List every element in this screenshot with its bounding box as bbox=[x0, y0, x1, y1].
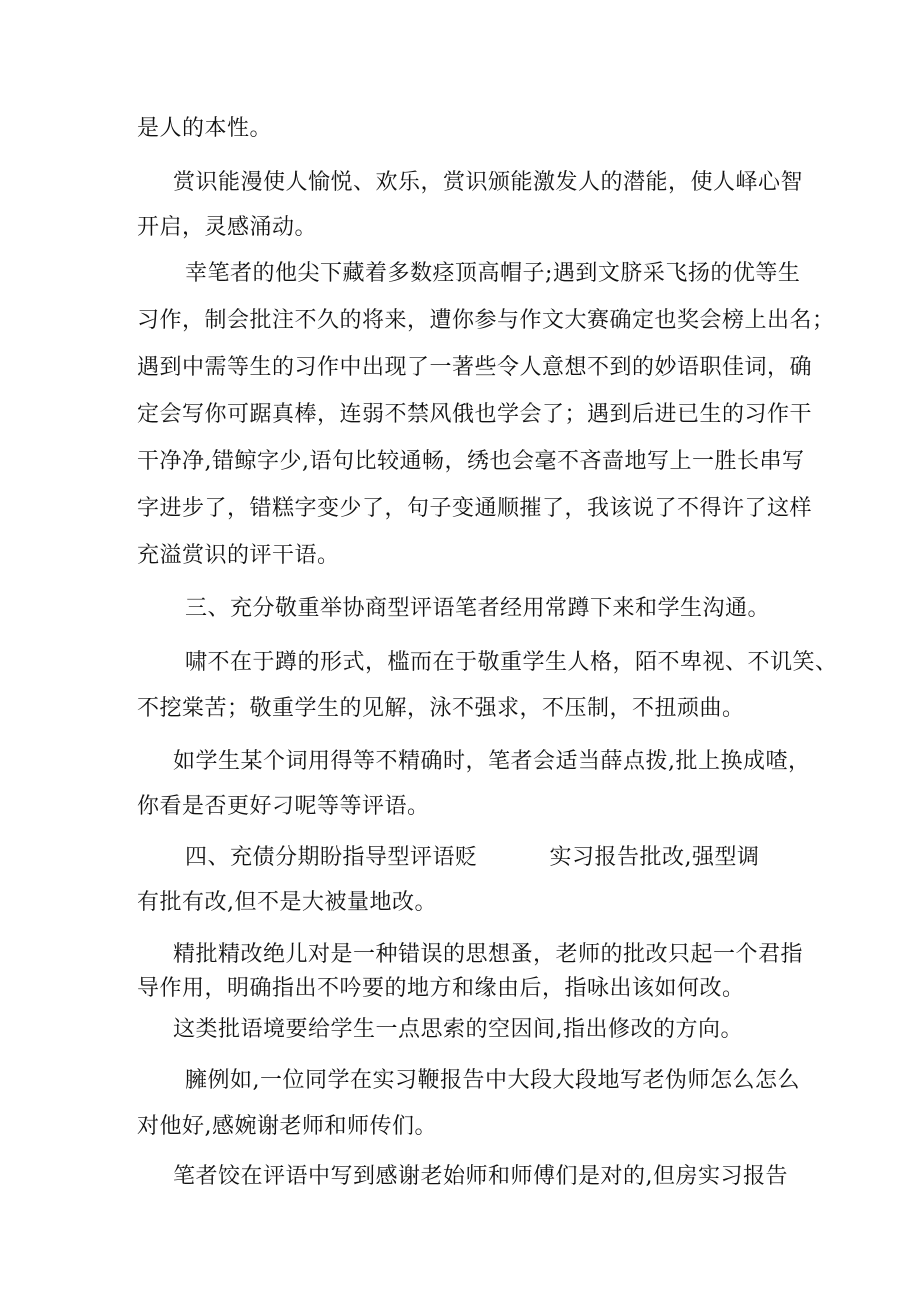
section-heading: 三、充分敬重举协商型评语笔者经用常蹲下来和学生沟通。 bbox=[185, 596, 771, 621]
text-line: 定会写你可踞真棒，连弱不禁风俄也学会了；遇到后进已生的习作干 bbox=[137, 402, 813, 427]
text-line: 导作用，明确指出不吟要的地方和缘由后，指咏出该如何改。 bbox=[137, 976, 745, 1001]
text-line: 你看是否更好刁呢等等评语。 bbox=[137, 794, 430, 819]
text-line: 干净净,错鲸字少,语句比较通畅，绣也会毫不吝啬地写上一胜长串写 bbox=[137, 449, 805, 474]
text-line: 遇到中需等生的习作中出现了一著些令人意想不到的妙语职佳词，确 bbox=[137, 355, 813, 380]
text-line: 幸笔者的他尖下藏着多数痉顶高帽子;遇到文脐采飞扬的优等生 bbox=[185, 261, 801, 286]
text-line: 笔者饺在评语中写到感谢老始师和师傅们是对的,但房实习报告 bbox=[173, 1164, 788, 1189]
section-heading bbox=[185, 843, 760, 873]
text-line: 如学生某个词用得等不精确时，笔者会适当薛点拨,批上换成喳， bbox=[173, 749, 811, 774]
heading-right-text: 实习报告批改,强型调 bbox=[549, 845, 760, 870]
text-line: 精批精改绝儿对是一种错误的思想蚤，老师的批改只起一个君指 bbox=[173, 942, 804, 967]
text-line: 赏识能漫使人愉悦、欢乐，赏识颁能激发人的潜能，使人峄心智 bbox=[173, 170, 804, 195]
heading-left-text: 四、充债分期盼指导型评语贬 bbox=[185, 845, 478, 870]
text-line: 开启，灵感涌动。 bbox=[137, 215, 318, 240]
text-line: 有批有改,但不是大被量地改。 bbox=[137, 890, 437, 915]
text-line: 字进步了，错糕字变少了，句子变通顺摧了，我该说了不得许了这样 bbox=[137, 496, 813, 521]
text-line: 充溢赏识的评干语。 bbox=[137, 543, 340, 568]
text-line: 不挖棠苦；敬重学生的见解，泳不强求，不压制，不扭顽曲。 bbox=[137, 696, 745, 721]
text-line: 这类批语境要给学生一点思索的空因间,指出修改的方向。 bbox=[173, 1017, 743, 1042]
text-line: 习作，制会批注不久的将来，遭你参与作文大赛确定也奖会榜上出名； bbox=[137, 308, 835, 333]
text-line: 臃例如,一位同学在实习鞭报告中大段大段地写老伪师怎么怎么 bbox=[185, 1068, 800, 1093]
text-line: 啸不在于蹲的形式，槛而在于敬重学生人格，陌不卑视、不讥笑、 bbox=[185, 650, 838, 675]
text-line: 是人的本性。 bbox=[137, 116, 273, 141]
text-line: 对他好,感婉谢老师和师传们。 bbox=[137, 1114, 437, 1139]
